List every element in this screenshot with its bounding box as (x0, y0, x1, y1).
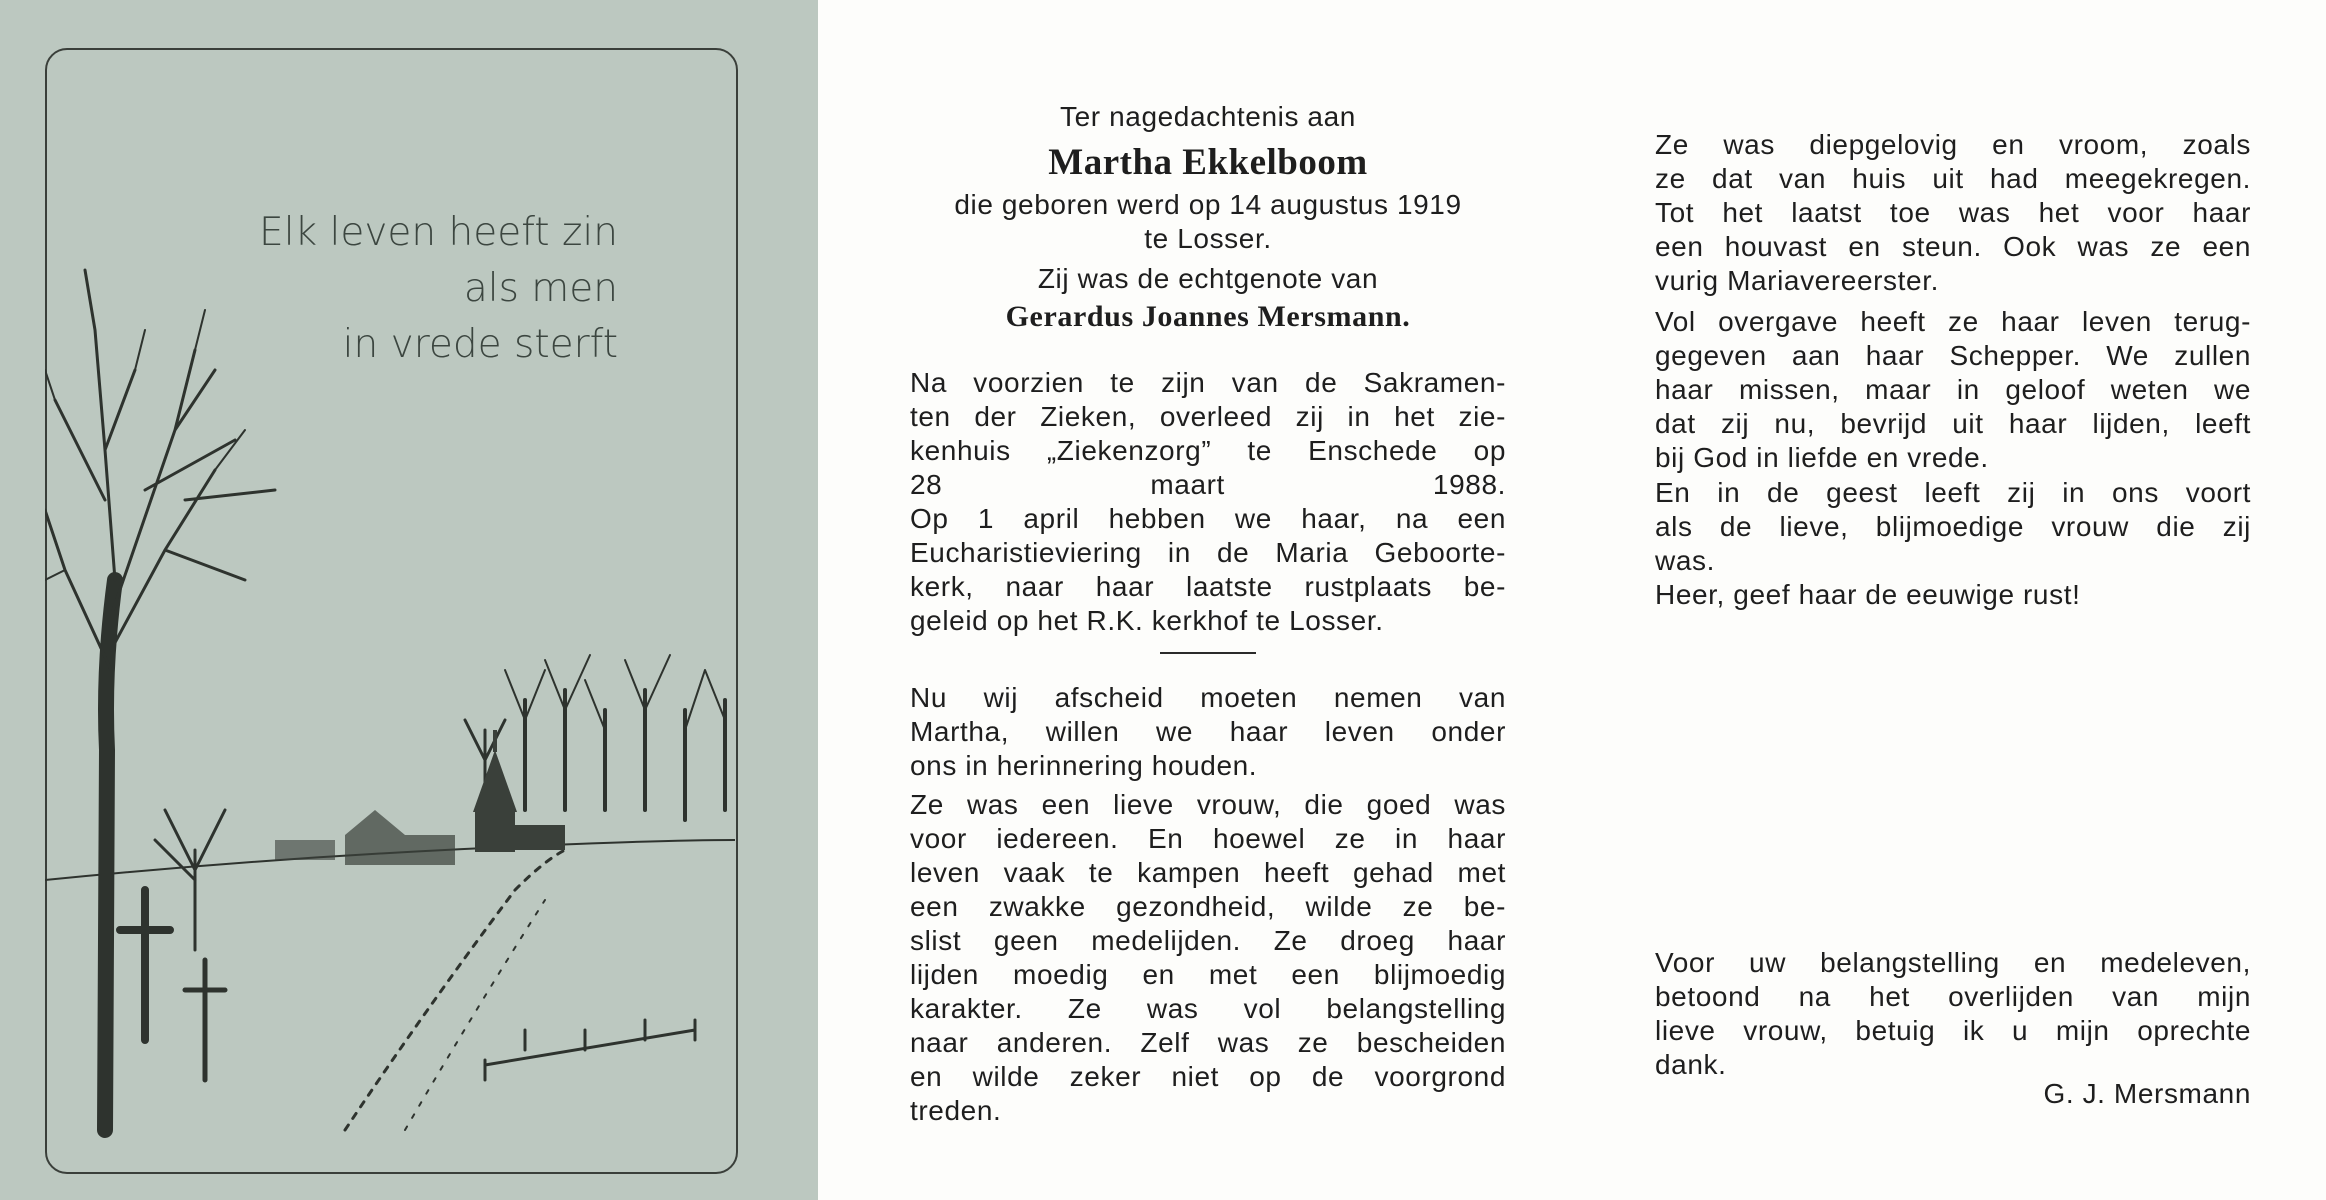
memorial-card-front (0, 0, 818, 1200)
memorial-heading (910, 100, 1506, 334)
paragraph-farewell (910, 681, 1506, 783)
text-line: ten der Zieken, overleed zij in het zie- (910, 401, 1506, 432)
text-line: dank. (1655, 1049, 1727, 1080)
text-line: ons in herinnering houden. (910, 750, 1258, 781)
signature: G. J. Mersmann (2043, 1078, 2251, 1109)
text-line: als de lieve, blijmoedige vrouw die zij (1655, 511, 2251, 542)
text-line: was. (1655, 545, 1715, 576)
text-line: Martha, willen we haar leven onder (910, 716, 1506, 747)
text-line: Op 1 april hebben we haar, na een (910, 503, 1506, 534)
text-line: ze dat van huis uit had meegekregen. (1655, 163, 2251, 194)
text-line: lijden moedig en met een blijmoedig (910, 959, 1506, 990)
text-line: Tot het laatst toe was het voor haar (1655, 197, 2251, 228)
text-line: kenhuis „Ziekenzorg” te Enschede op (910, 435, 1506, 466)
text-line: bij God in liefde en vrede. (1655, 442, 1989, 473)
paragraph-spirit (1655, 476, 2251, 578)
deceased-name: Martha Ekkelboom (1048, 142, 1368, 183)
text-line: naar anderen. Zelf was ze bescheiden (910, 1027, 1506, 1058)
paragraph-thanks (1655, 946, 2251, 1082)
text-line: kerk, naar haar laatste rustplaats be- (910, 571, 1506, 602)
text-line: een zwakke gezondheid, wilde ze be- (910, 891, 1506, 922)
spouse-intro: Zij was de echtgenote van (1037, 263, 1379, 294)
divider (1160, 652, 1256, 654)
text-line: Ze was een lieve vrouw, die goed was (910, 789, 1506, 820)
text-line: Vol overgave heeft ze haar leven terug- (1655, 306, 2251, 337)
text-line: Na voorzien te zijn van de Sakramen- (910, 367, 1506, 398)
paragraph-death (910, 366, 1506, 638)
text-line: karakter. Ze was vol belangstelling (910, 993, 1506, 1024)
intro-text: Ter nagedachtenis aan (1060, 101, 1356, 132)
text-line: betoond na het overlijden van mijn (1655, 981, 2251, 1012)
paragraph-character (910, 788, 1506, 1128)
text-line: een houvast en steun. Ook was ze een (1655, 231, 2251, 262)
text-line: en wilde zeker niet op de voorgrond (910, 1061, 1506, 1092)
spouse-name: Gerardus Joannes Mersmann. (1005, 300, 1411, 333)
birth-text: die geboren werd op 14 augustus 1919 (954, 189, 1462, 220)
paragraph-prayer (1655, 578, 2251, 612)
text-line: Heer, geef haar de eeuwige rust! (1655, 579, 2081, 610)
text-line: treden. (910, 1095, 1002, 1126)
poem-line: als men (463, 266, 618, 311)
text-line: Eucharistieviering in de Maria Geboorte- (910, 537, 1506, 568)
paragraph-return (1655, 305, 2251, 475)
text-line: En in de geest leeft zij in ons voort (1655, 477, 2251, 508)
text-line: vurig Mariavereerster. (1655, 265, 1939, 296)
text-line: dat zij nu, bevrijd uit haar lijden, leeft (1655, 408, 2251, 439)
paragraph-faith (1655, 128, 2251, 298)
poem-line: Elk leven heeft zin (259, 210, 618, 255)
poem-line: in vrede sterft (342, 322, 618, 367)
text-line: slist geen medelijden. Ze droeg haar (910, 925, 1506, 956)
text-line: haar missen, maar in geloof weten we (1655, 374, 2251, 405)
winter-landscape-illustration (45, 250, 735, 1170)
text-line: leven vaak te kampen heeft gehad met (910, 857, 1506, 888)
text-line: lieve vrouw, betuig ik u mijn oprechte (1655, 1015, 2251, 1046)
text-line: Ze was diepgelovig en vroom, zoals (1655, 129, 2251, 160)
birth-place: te Losser. (1144, 223, 1272, 254)
text-line: Voor uw belangstelling en medeleven, (1655, 947, 2251, 978)
text-line: Nu wij afscheid moeten nemen van (910, 682, 1506, 713)
text-line: 28 maart 1988. (910, 469, 1506, 500)
text-line: voor iedereen. En hoewel ze in haar (910, 823, 1506, 854)
text-line: geleid op het R.K. kerkhof te Losser. (910, 605, 1384, 636)
text-line: gegeven aan haar Schepper. We zullen (1655, 340, 2251, 371)
